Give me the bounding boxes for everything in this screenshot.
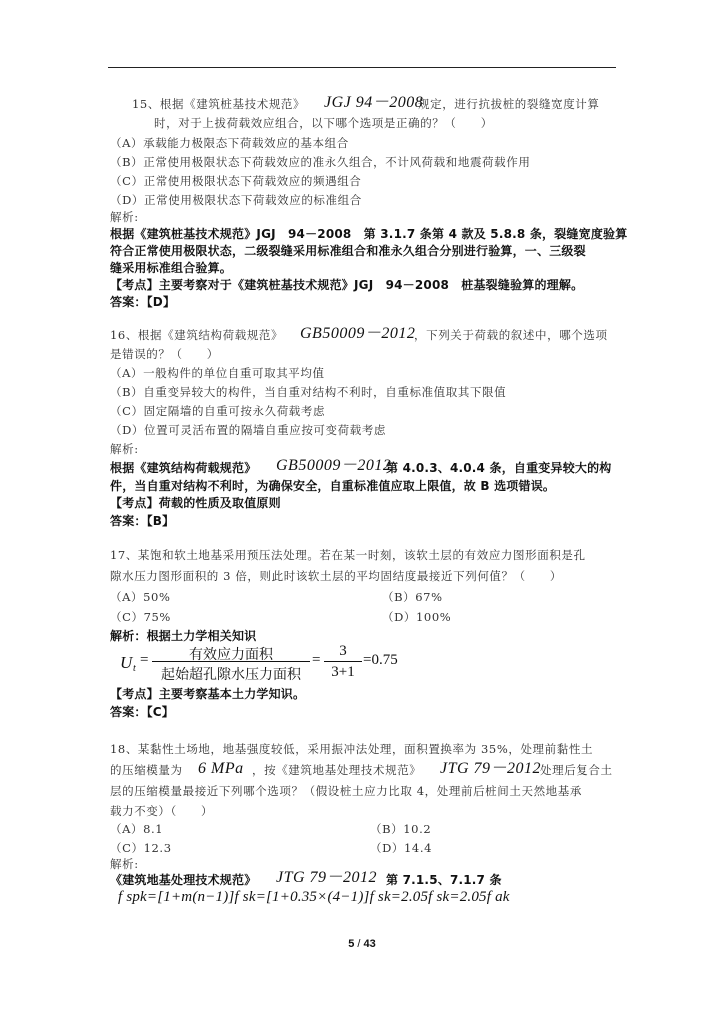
q16-point: 【考点】荷载的性质及取值原则 [110,496,281,510]
q18-stem-d: 载力不变）（ ） [110,804,214,818]
q16-stem-c: 是错误的？（ ） [110,347,219,361]
q18-stem-c: 层的压缩模量最接近下列哪个选项？（假设桩土应力比取 4，处理前后桩间土天然地基承 [110,784,582,798]
q17-option-a: （A）50% [110,590,171,604]
q17-point: 【考点】主要考察基本土力学知识。 [110,687,306,701]
q15-analysis-line-3: 缝采用标准组合验算。 [110,261,233,275]
q15-point: 【考点】主要考察对于《建筑桩基技术规范》JGJ 94－2008 桩基裂缝验算的理解。 [110,278,584,292]
q17-stem-b: 隙水压力图形面积的 3 倍，则此时该软土层的平均固结度最接近下列何值？（ ） [110,569,563,583]
q16-analysis-line-2: 件，当自重对结构不利时，为确保安全，自重标准值应取上限值，故 B 选项错误。 [110,479,556,493]
q15-analysis-label: 解析: [110,210,139,224]
fraction-1-denominator: 起始超孔隙水压力面积 [161,667,301,683]
q18-stem-b2: ，按《建筑地基处理技术规范》 [252,763,422,777]
q18-analysis-line-1b: 第 7.1.5、7.1.7 条 [386,873,502,887]
q15-code: JGJ 94－2008 [324,94,424,111]
q17-option-c: （C）75% [110,610,171,624]
fraction-2-bar [324,661,362,662]
q15-analysis-line-2: 符合正常使用极限状态，二级裂缝采用标准组合和准永久组合分别进行验算，一、三级裂 [110,244,586,258]
q18-option-a: （A）8.1 [110,822,164,836]
q17-option-b: （B）67% [382,590,443,604]
page-total: 43 [363,938,376,950]
q15-stem-a: 15、根据《建筑桩基技术规范》 [132,97,306,111]
q15-analysis-line-1: 根据《建筑桩基技术规范》JGJ 94－2008 第 3.1.7 条第 4 款及 5.8.8 条，裂缝宽度验算 [110,227,628,241]
q18-modulus: 6 MPa [198,760,244,777]
page-current: 5 [348,938,355,950]
q15-stem-c: 时，对于上拔荷载效应组合，以下哪个选项是正确的？（ ） [154,116,493,130]
formula-equals-2: = [312,652,321,668]
q17-analysis: 解析：根据土力学相关知识 [110,629,257,643]
q18-option-b: （B）10.2 [370,822,432,836]
q16-option-d: （D）位置可灵活布置的隔墙自重应按可变荷载考虑 [110,423,387,437]
page-number [0,938,724,950]
header-rule [108,67,616,68]
q18-analysis-label: 解析: [110,857,139,871]
q17-stem-a: 17、某饱和软土地基采用预压法处理。若在某一时刻，该软土层的有效应力图形面积是孔 [110,548,586,562]
formula-result: =0.75 [363,652,398,668]
page-separator: / [354,938,364,950]
formula-lhs-subscript: t [133,663,137,674]
fraction-2-denominator: 3+1 [331,664,355,680]
q16-analysis-line-1b: 第 4.0.3、4.0.4 条，自重变异较大的构 [386,461,612,475]
fraction-2-numerator: 3 [339,643,347,659]
q16-code: GB50009－2012 [300,325,416,342]
q16-option-c: （C）固定隔墙的自重可按永久荷载考虑 [110,404,326,418]
q15-option-a: （A）承载能力极限态下荷载效应的基本组合 [110,136,349,150]
q18-option-d: （D）14.4 [370,841,433,855]
q18-option-c: （C）12.3 [110,841,172,855]
q18-stem-a: 18、某黏性土场地，地基强度较低，采用振冲法处理，面积置换率为 35%，处理前黏性土 [110,742,594,756]
q16-analysis-label: 解析: [110,442,139,456]
q15-option-b: （B）正常使用极限状态下荷载效应的准永久组合，不计风荷载和地震荷载作用 [110,155,531,169]
q16-answer: 答案：【B】 [110,514,175,528]
q18-stem-b1: 的压缩模量为 [110,763,183,777]
q15-option-c: （C）正常使用极限状态下荷载效应的频遇组合 [110,174,362,188]
fraction-1-numerator: 有效应力面积 [189,647,273,663]
formula-equals-1: = [140,652,149,668]
q15-answer: 答案：【D】 [110,295,176,309]
q17-answer: 答案：【C】 [110,705,175,719]
q18-formula: f spk=[1+m(n−1)]f sk=[1+0.35×(4−1)]f sk=2.05f sk=2.05f ak [118,889,510,905]
q18-code: JTG 79－2012 [440,760,542,777]
q16-option-a: （A）一般构件的单位自重可取其平均值 [110,366,325,380]
q18-analysis-line-1a: 《建筑地基处理技术规范》 [110,873,257,887]
q16-analysis-code: GB50009－2012 [276,457,392,474]
q16-option-b: （B）自重变异较大的构件，当自重对结构不利时，自重标准值取其下限值 [110,385,507,399]
q18-stem-b3: 处理后复合土 [540,763,613,777]
q16-stem-a: 16、根据《建筑结构荷载规范》 [110,328,284,342]
q17-option-d: （D）100% [382,610,452,624]
q15-stem-b: 规定，进行抗拔桩的裂缝宽度计算 [418,97,600,111]
fraction-1-bar [152,661,310,662]
q18-analysis-code: JTG 79－2012 [276,869,378,886]
formula-lhs: U [120,653,133,672]
q16-analysis-line-1a: 根据《建筑结构荷载规范》 [110,461,257,475]
q16-stem-b: ，下列关于荷载的叙述中，哪个选项 [414,328,608,342]
q15-option-d: （D）正常使用极限状态下荷载效应的标准组合 [110,193,362,207]
